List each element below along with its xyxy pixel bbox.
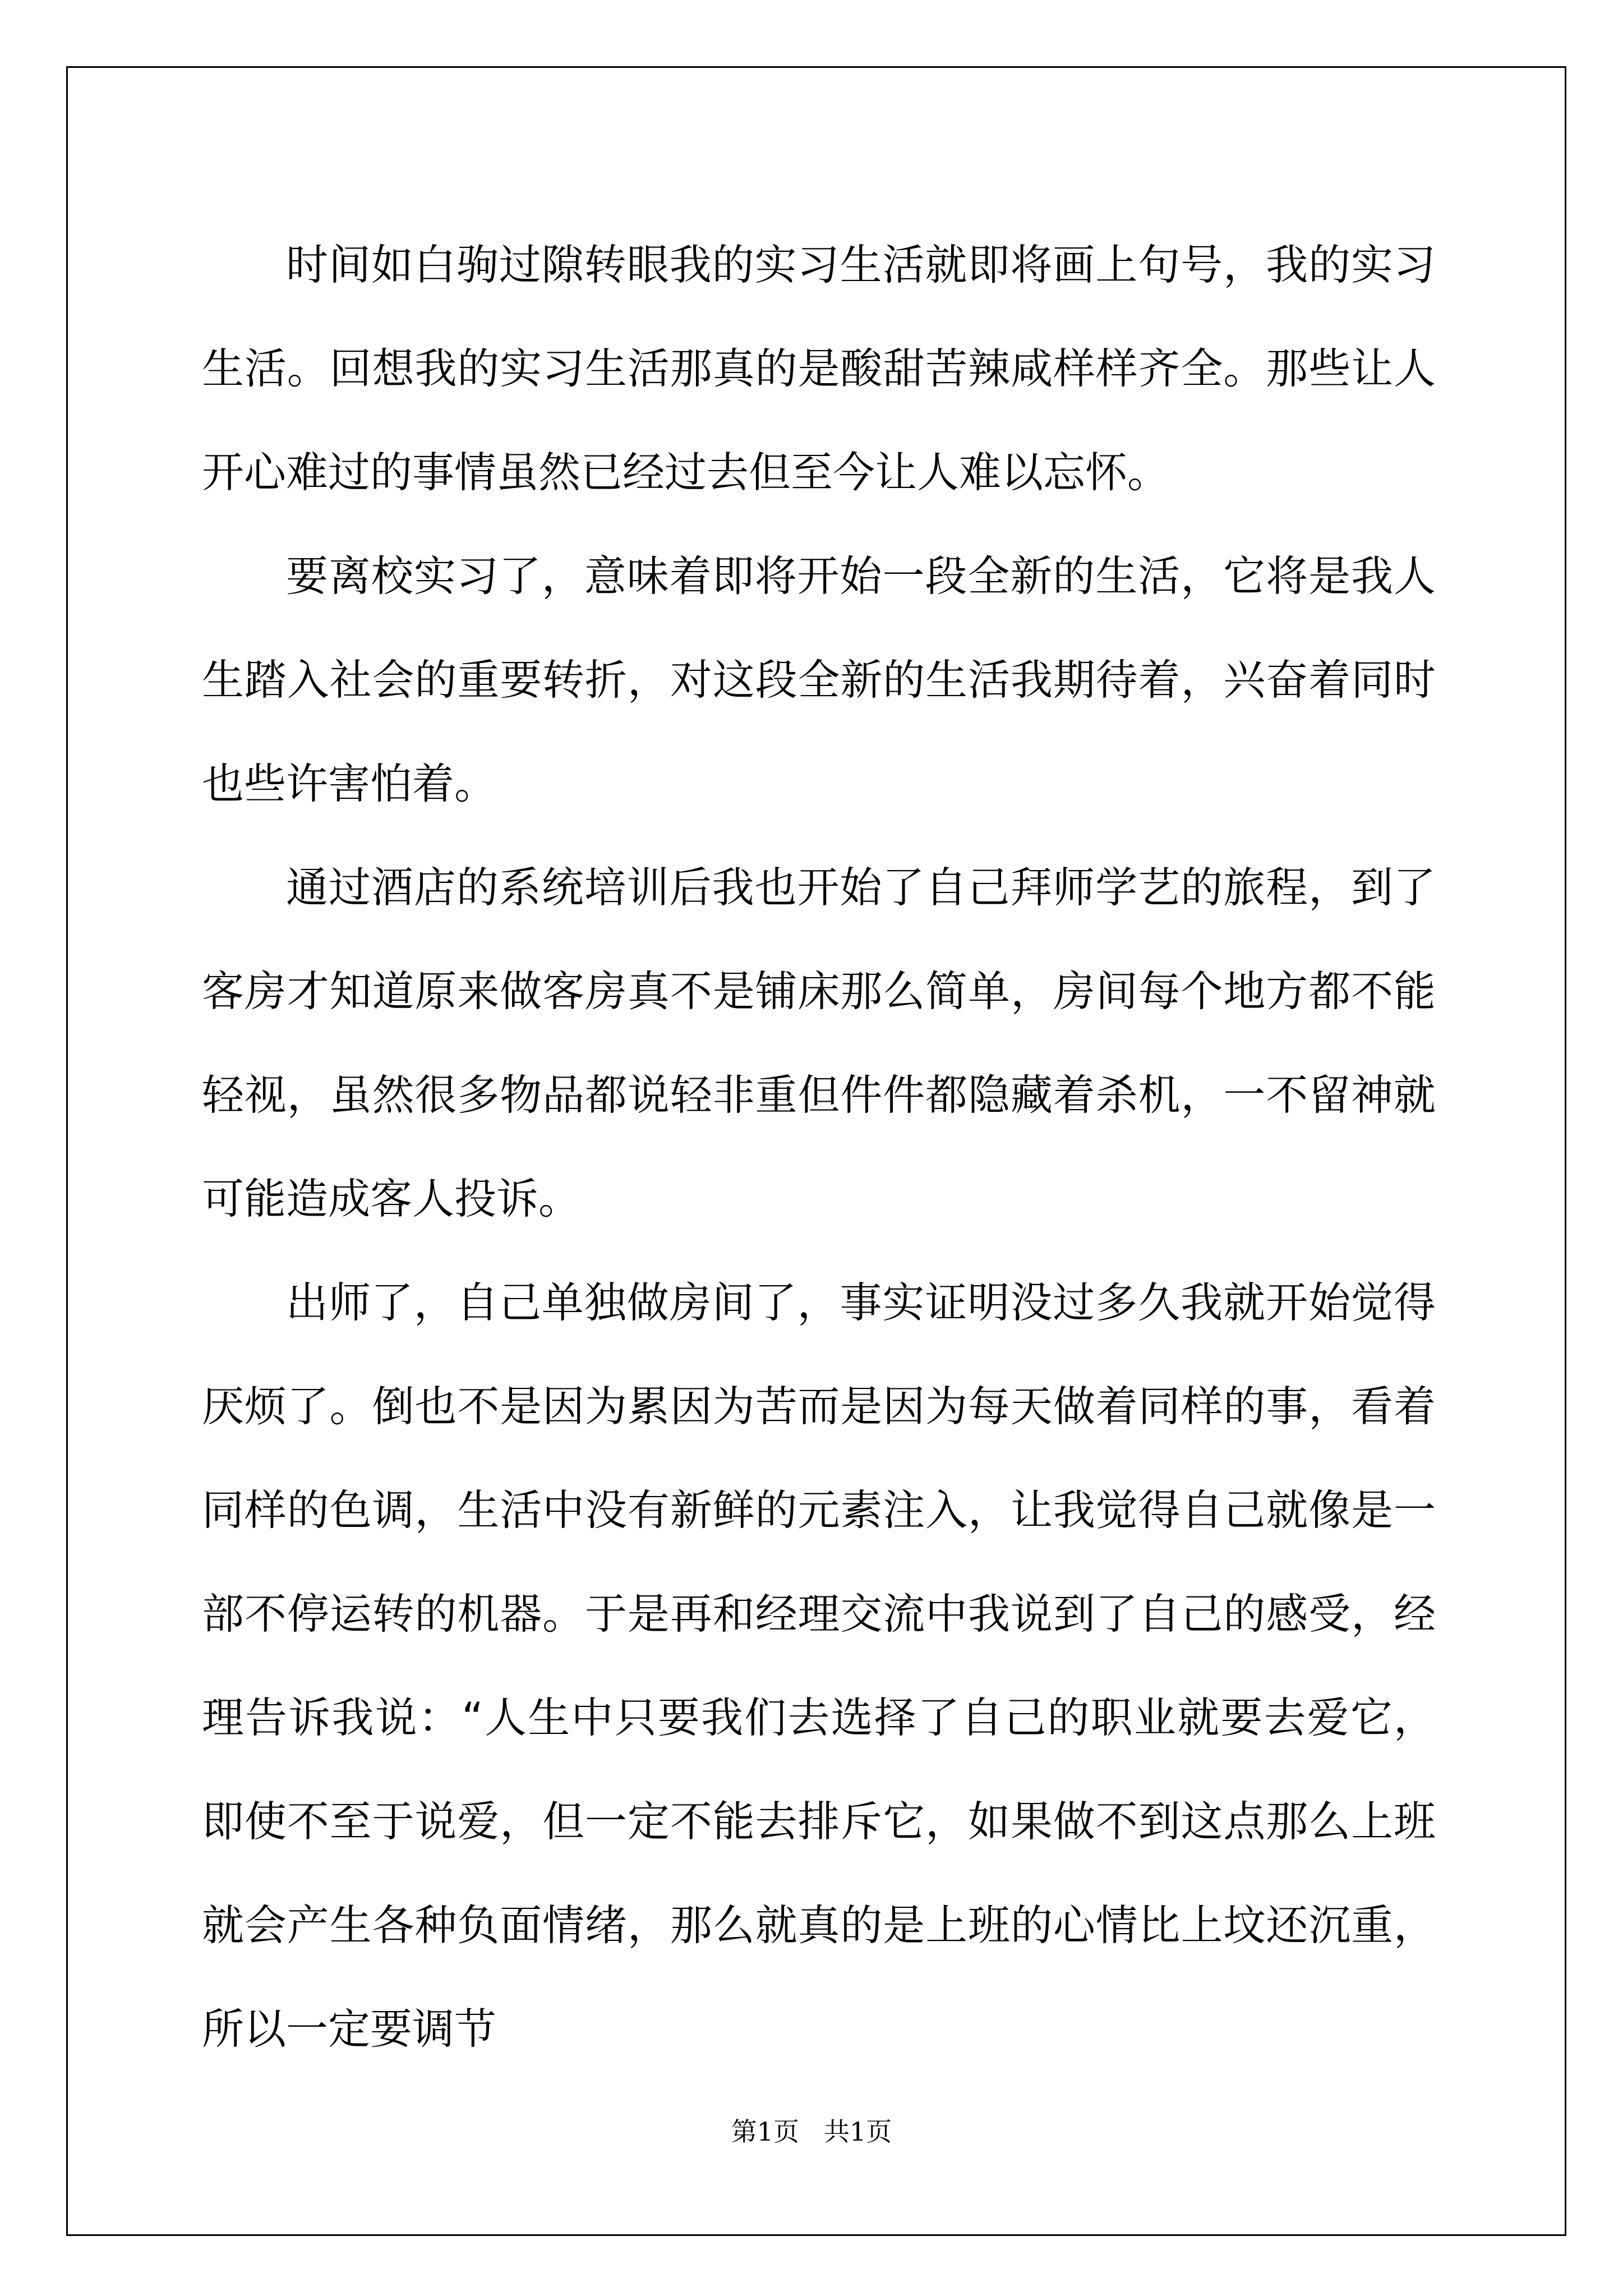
paragraph: 出师了，自己单独做房间了，事实证明没过多久我就开始觉得厌烦了。倒也不是因为累因为苦而是因为每天做着同样的事，看着同样的色调，生活中没有新鲜的元素注入，让我觉得自己就像是一部不停运转的机器。于是再和经理交流中我说到了自己的感受，经理告诉我说：“人生中只要我们去选择了自己的职业就要去爱它，即使不至于说爱，但一定不能去排斥它，如果做不到这点那么上班就会产生各种负面情绪，那么就真的是上班的心情比上坟还沉重，所以一定要调节	[202, 1278, 1436, 2054]
page-number: 第1页	[731, 2116, 799, 2147]
document-body	[202, 213, 1436, 2081]
page-total: 共1页	[824, 2116, 892, 2147]
paragraph: 要离校实习了，意味着即将开始一段全新的生活，它将是我人生踏入社会的重要转折，对这段全新的生活我期待着，兴奋着同时也些许害怕着。	[202, 551, 1436, 808]
page-footer	[0, 2115, 1623, 2148]
paragraph: 通过酒店的系统培训后我也开始了自己拜师学艺的旅程，到了客房才知道原来做客房真不是铺床那么简单，房间每个地方都不能轻视，虽然很多物品都说轻非重但件件都隐藏着杀机，一不留神就可能造成客人投诉。	[202, 863, 1436, 1223]
paragraph: 时间如白驹过隙转眼我的实习生活就即将画上句号，我的实习生活。回想我的实习生活那真的是酸甜苦辣咸样样齐全。那些让人开心难过的事情虽然已经过去但至今让人难以忘怀。	[202, 240, 1436, 497]
